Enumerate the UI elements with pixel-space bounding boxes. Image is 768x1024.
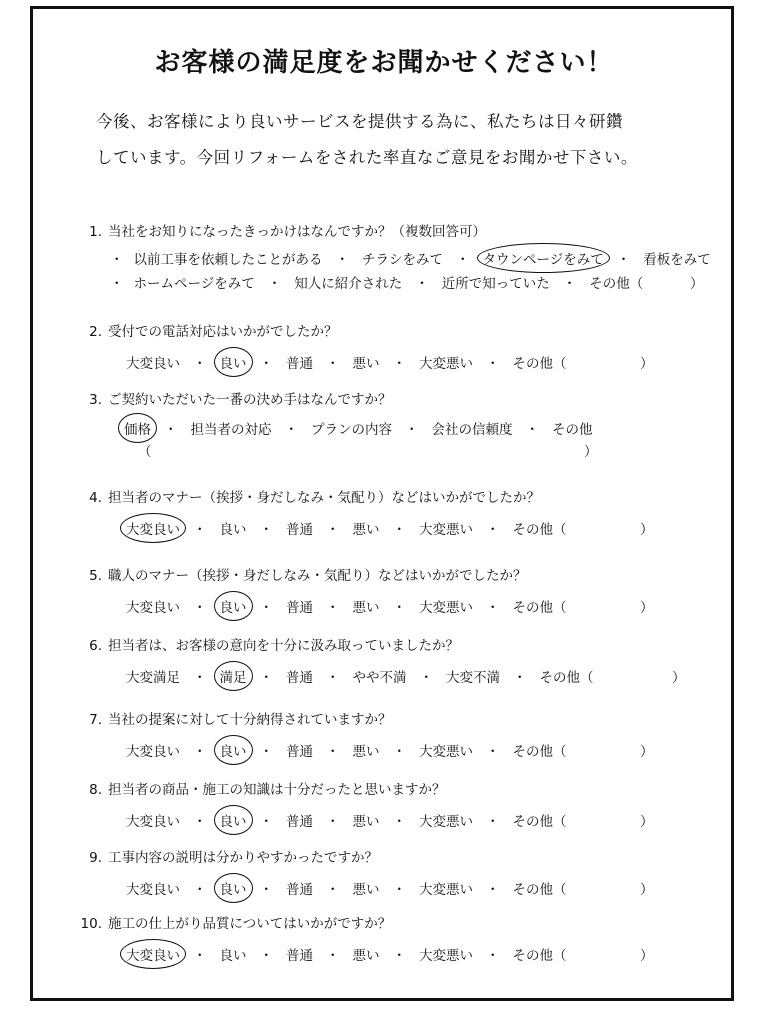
close-paren: ） [640,744,654,760]
separator-dot: ・ [326,814,340,830]
question-text: 職人のマナー（挨拶・身だしなみ・気配り）などはいかがでしたか？ [108,568,527,584]
question-text: 担当者は、お客様の意向を十分に汲み取っていましたか？ [108,638,459,654]
q9-option-selected[interactable]: 良い [220,878,247,898]
separator-dot: ・ [259,882,273,898]
q3-option[interactable]: 担当者の対応 [190,422,272,438]
q7-option-selected[interactable]: 良い [220,740,247,760]
question-text: 当社をお知りになったきっかけはなんですか？（複数回答可） [108,224,486,240]
separator-dot: ・ [193,600,207,616]
q2-option[interactable]: 大変良い [126,356,180,372]
question-text: ご契約いただいた一番の決め手はなんですか？ [108,392,392,408]
separator-dot: ・ [513,670,527,686]
question-1 [78,220,486,240]
q5-option[interactable]: 普通 [286,600,313,616]
separator-dot: ・ [193,522,207,538]
q4-options-row [126,518,567,538]
separator-dot: ・ [259,744,273,760]
separator-dot: ・ [326,744,340,760]
q4-option-selected[interactable]: 大変良い [126,518,180,538]
separator-dot: ・ [193,356,207,372]
question-number: 1. [89,224,102,240]
q2-option[interactable]: 大変悪い [419,356,473,372]
separator-dot: ・ [193,814,207,830]
question-number: 6. [89,638,102,654]
question-3 [78,388,392,408]
separator-dot: ・ [326,600,340,616]
separator-dot: ・ [486,882,500,898]
q10-option[interactable]: 普通 [286,948,313,964]
q9-option[interactable]: 悪い [352,882,380,898]
separator-dot: ・ [392,744,406,760]
q2-options-row [126,352,567,372]
q4-option[interactable]: 大変悪い [419,522,473,538]
q1-option-selected[interactable]: タウンページをみて [483,248,604,268]
question-number: 8. [89,782,102,798]
question-number: 5. [89,568,102,584]
question-number: 10. [80,916,102,932]
q4-option[interactable]: 悪い [352,522,380,538]
question-text: 施工の仕上がり品質についてはいかがですか？ [108,916,392,932]
q1-option[interactable]: 以前工事を依頼したことがある [133,252,323,268]
q8-option[interactable]: その他（ [512,814,567,830]
q10-option[interactable]: 悪い [352,948,380,964]
q6-option[interactable]: 大変不満 [446,670,500,686]
question-number: 4. [89,490,102,506]
separator-dot: ・ [193,882,207,898]
q2-option[interactable]: その他（ [512,356,567,372]
q1-option[interactable]: 知人に紹介された [294,276,403,292]
separator-dot: ・ [259,814,273,830]
separator-dot: ・ [562,276,577,292]
q7-option[interactable]: 大変悪い [419,744,473,760]
open-paren: （ [138,444,152,460]
separator-dot: ・ [392,882,406,898]
q1-option[interactable]: チラシをみて [362,252,443,268]
q10-option-selected[interactable]: 大変良い [126,944,180,964]
q3-option-selected[interactable]: 価格 [124,418,151,438]
q9-option[interactable]: 普通 [286,882,313,898]
q6-option[interactable]: その他（ [539,670,594,686]
question-text: 担当者の商品・施工の知識は十分だったと思いますか？ [108,782,446,798]
close-paren: ） [690,276,704,292]
separator-dot: ・ [326,882,340,898]
question-text: 工事内容の説明は分かりやすかったですか？ [108,850,378,866]
question-number: 9. [89,850,102,866]
q2-option[interactable]: 普通 [286,356,313,372]
separator-dot: ・ [335,252,349,268]
separator-dot: ・ [193,670,207,686]
q10-options-row [126,944,567,964]
question-number: 2. [89,324,102,340]
q7-option[interactable]: 普通 [286,744,313,760]
separator-dot: ・ [326,522,340,538]
question-2 [78,320,338,340]
q6-option[interactable]: やや不満 [352,670,407,686]
intro-line-2: しています。今回リフォームをされた率直なご意見をお聞かせ下さい。 [96,148,638,167]
q5-option[interactable]: 大変良い [126,600,180,616]
separator-dot: ・ [392,948,406,964]
separator-dot: ・ [616,252,631,268]
bullet-dot: ・ [110,252,124,268]
separator-dot: ・ [486,522,500,538]
question-text: 受付での電話対応はいかがでしたか？ [108,324,338,340]
separator-dot: ・ [486,356,500,372]
separator-dot: ・ [456,252,470,268]
close-paren: ） [640,356,654,372]
q5-option-selected[interactable]: 良い [220,596,247,616]
separator-dot: ・ [164,422,178,438]
separator-dot: ・ [259,522,273,538]
q10-option[interactable]: その他（ [512,948,567,964]
q5-option[interactable]: その他（ [512,600,567,616]
separator-dot: ・ [193,948,207,964]
q7-option[interactable]: その他（ [512,744,567,760]
separator-dot: ・ [326,356,340,372]
intro-line-1: 今後、お客様により良いサービスを提供する為に、私たちは日々研鑽 [96,112,623,131]
separator-dot: ・ [259,600,273,616]
separator-dot: ・ [259,356,273,372]
bullet-dot: ・ [110,276,124,292]
close-paren: ） [640,600,654,616]
q1-options-row-2 [110,272,643,292]
q3-option[interactable]: その他 [552,422,593,438]
q8-option[interactable]: 悪い [352,814,380,830]
q1-option[interactable]: 近所で知っていた [441,276,550,292]
q4-option[interactable]: その他（ [512,522,567,538]
question-number: 3. [89,392,102,408]
separator-dot: ・ [392,814,406,830]
page-title: お客様の満足度をお聞かせください！ [154,48,614,78]
separator-dot: ・ [193,744,207,760]
close-paren: ） [640,948,654,964]
q8-option[interactable]: 普通 [286,814,313,830]
q3-options-row [124,418,593,438]
question-9 [78,846,378,866]
separator-dot: ・ [415,276,429,292]
separator-dot: ・ [392,356,406,372]
question-5 [78,564,527,584]
separator-dot: ・ [486,948,500,964]
question-6 [78,634,459,654]
separator-dot: ・ [284,422,298,438]
close-paren: ） [584,444,598,460]
q1-option[interactable]: その他（ [589,276,644,292]
q6-option[interactable]: 普通 [286,670,313,686]
question-text: 当社の提案に対して十分納得されていますか？ [108,712,392,728]
q7-option[interactable]: 大変良い [126,744,180,760]
q2-option[interactable]: 悪い [352,356,380,372]
separator-dot: ・ [419,670,433,686]
separator-dot: ・ [259,948,273,964]
q7-option[interactable]: 悪い [352,744,380,760]
q8-option[interactable]: 大変悪い [419,814,473,830]
separator-dot: ・ [392,600,406,616]
q7-options-row [126,740,567,760]
q3-option[interactable]: 会社の信頼度 [431,422,513,438]
q1-options-row-1 [110,248,711,268]
close-paren: ） [640,814,654,830]
q2-option-selected[interactable]: 良い [220,352,247,372]
separator-dot: ・ [486,744,500,760]
separator-dot: ・ [267,276,282,292]
q9-option[interactable]: 大変悪い [419,882,473,898]
question-10 [78,912,391,932]
q9-options-row [126,878,567,898]
q8-options-row [126,810,567,830]
separator-dot: ・ [392,522,406,538]
q6-options-row [126,666,594,686]
question-number: 7. [89,712,102,728]
separator-dot: ・ [525,422,539,438]
q8-option[interactable]: 大変良い [126,814,180,830]
q6-option-selected[interactable]: 満足 [220,666,247,686]
close-paren: ） [672,670,686,686]
question-4 [78,486,540,506]
separator-dot: ・ [405,422,419,438]
separator-dot: ・ [486,814,500,830]
q4-option[interactable]: 良い [219,522,247,538]
question-7 [78,708,392,728]
question-text: 担当者のマナー（挨拶・身だしなみ・気配り）などはいかがでしたか？ [108,490,540,506]
q9-option[interactable]: 大変良い [126,882,180,898]
question-8 [78,778,446,798]
separator-dot: ・ [326,670,340,686]
q5-options-row [126,596,567,616]
q4-option[interactable]: 普通 [286,522,313,538]
q1-option[interactable]: ホームページをみて [133,276,255,292]
close-paren: ） [640,882,654,898]
separator-dot: ・ [326,948,340,964]
q1-option[interactable]: 看板をみて [643,252,711,268]
q5-option[interactable]: 悪い [352,600,380,616]
separator-dot: ・ [486,600,500,616]
q10-option[interactable]: 良い [219,948,247,964]
q5-option[interactable]: 大変悪い [419,600,473,616]
q9-option[interactable]: その他（ [512,882,567,898]
separator-dot: ・ [259,670,273,686]
q8-option-selected[interactable]: 良い [220,810,247,830]
q10-option[interactable]: 大変悪い [419,948,473,964]
q6-option[interactable]: 大変満足 [126,670,180,686]
q3-option[interactable]: プランの内容 [311,422,392,438]
close-paren: ） [640,522,654,538]
